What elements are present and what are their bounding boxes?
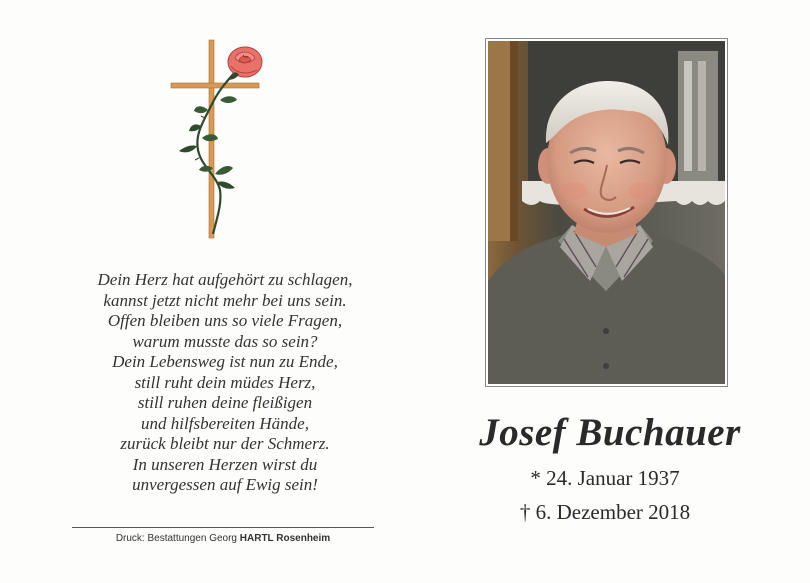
printer-prefix: Druck: Bestattungen Georg xyxy=(115,533,240,544)
poem-line: kannst jetzt nicht mehr bei uns sein. xyxy=(103,290,347,310)
poem-line: unvergessen auf Ewig sein! xyxy=(132,475,318,494)
poem-line: warum musste das so sein? xyxy=(132,331,318,351)
birth-date: * 24. Januar 1937 xyxy=(530,466,680,490)
portrait-frame xyxy=(485,38,728,387)
poem-line: still ruht dein müdes Herz, xyxy=(134,372,316,392)
poem-line: Offen bleiben uns so viele Fragen, xyxy=(107,311,343,330)
poem-line: zurück bleibt nur der Schmerz. xyxy=(120,434,330,453)
memorial-poem xyxy=(60,270,390,496)
printer-name: HARTL Rosenheim xyxy=(239,533,331,544)
poem-line: still ruhen deine fleißigen xyxy=(137,393,313,412)
cross-svg xyxy=(165,38,275,243)
divider-line xyxy=(72,527,374,528)
printer-credit xyxy=(72,533,374,544)
portrait-photo xyxy=(488,41,725,384)
poem-line: Dein Lebensweg ist nun zu Ende, xyxy=(112,352,338,371)
poem-line: und hilfsbereiten Hände, xyxy=(141,413,309,433)
poem-line: In unseren Herzen wirst du xyxy=(132,454,318,474)
poem-line: Dein Herz hat aufgehört zu schlagen, xyxy=(97,270,353,289)
death-date: † 6. Dezember 2018 xyxy=(519,500,691,524)
cross-with-rose-icon xyxy=(165,38,275,243)
deceased-name: Josef Buchauer xyxy=(479,411,741,454)
